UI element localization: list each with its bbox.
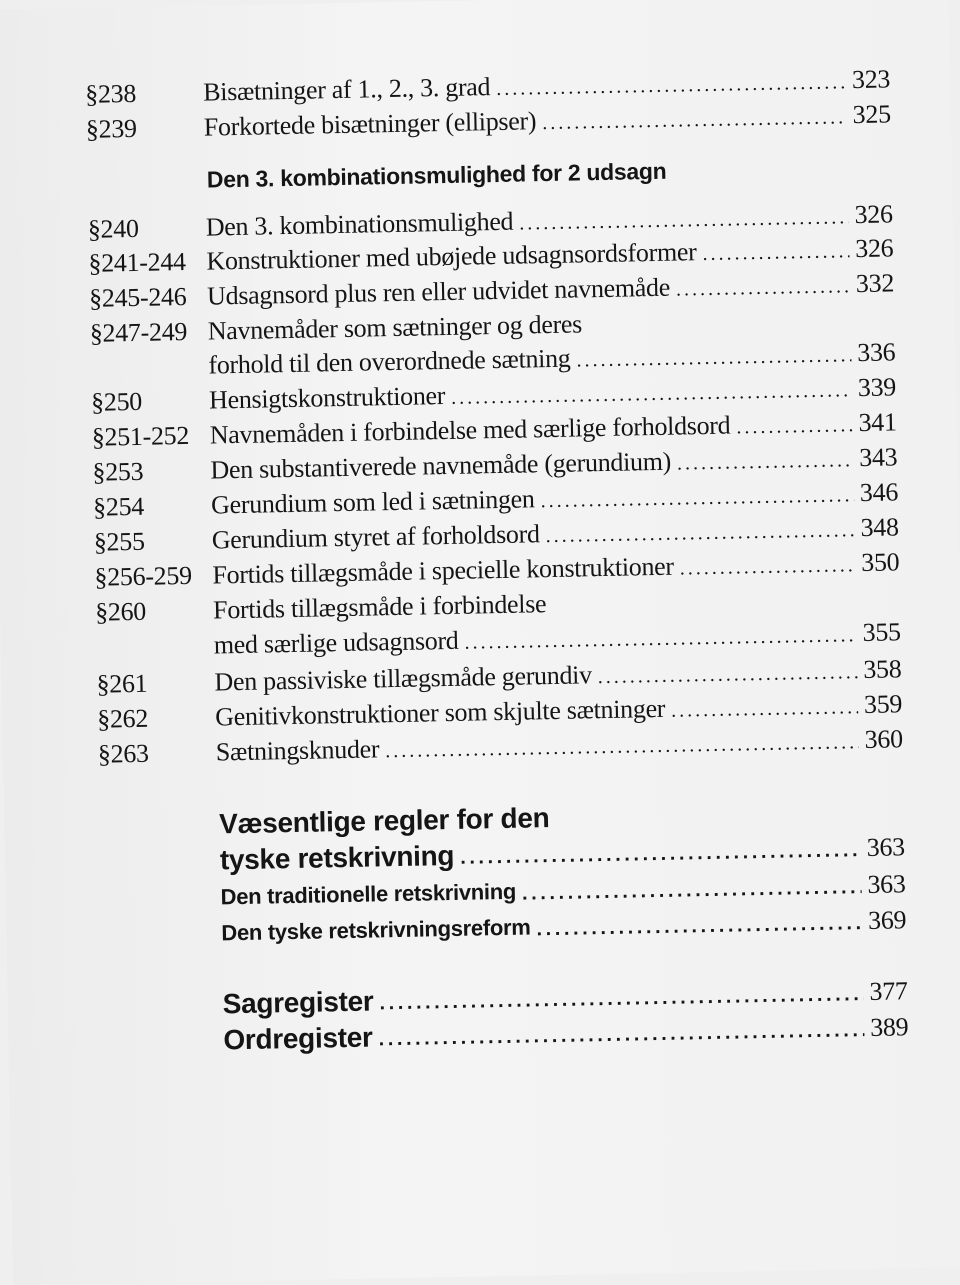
- entry-title: Den traditionelle retskrivning: [220, 878, 517, 910]
- entry-title: Konstruktioner med ubøjede udsagnsordsformer: [206, 237, 697, 276]
- dot-leader: [378, 1017, 864, 1052]
- entry-title: Navnemåden i forbindelse med særlige forholdsord: [209, 410, 731, 450]
- dot-leader: [576, 342, 851, 373]
- section-number: §241-244: [88, 246, 186, 278]
- entry-title: Den substantiverede navnemåde (gerundium): [210, 446, 672, 485]
- page-number: 363: [867, 869, 906, 899]
- section-number: §263: [97, 738, 149, 769]
- dot-leader: [598, 659, 858, 690]
- section-number: [100, 875, 220, 877]
- entry-title: Fortids tillægsmåde i forbindelse: [212, 589, 547, 625]
- entry-title: Fortids tillægsmåde i specielle konstruktioner: [212, 551, 675, 590]
- entry-title: Gerundium som led i sætningen: [210, 484, 535, 520]
- page-number: 346: [859, 477, 899, 508]
- section-number: [102, 948, 222, 950]
- dot-leader: [702, 238, 849, 267]
- page-number: 350: [860, 547, 900, 578]
- section-number: §256-259: [94, 560, 193, 592]
- dot-leader: [671, 694, 858, 724]
- page-number: 358: [863, 654, 902, 685]
- dot-leader: [542, 104, 847, 136]
- page-number: 323: [851, 64, 891, 95]
- heading-text: Den 3. kombinationsmulighed for 2 udsagn: [206, 157, 667, 193]
- entry-title: Sætningsknuder: [215, 734, 380, 767]
- section-number: §245-246: [88, 281, 187, 313]
- entry-title: med særlige udsagnsord: [213, 625, 459, 660]
- section-number: §239: [85, 113, 137, 144]
- page-number: 363: [866, 832, 906, 863]
- page-number: 325: [852, 99, 892, 130]
- entry-title: tyske retskrivning: [219, 839, 455, 876]
- page-number: 326: [854, 233, 894, 264]
- dot-leader: [460, 837, 861, 871]
- section-heading: [87, 147, 893, 196]
- section-number: §251-252: [91, 420, 190, 452]
- page-number: 377: [869, 976, 908, 1006]
- page-number: 359: [863, 689, 903, 720]
- dot-leader: [464, 622, 857, 656]
- section-number: §255: [93, 526, 145, 557]
- entry-title: Bisætninger af 1., 2., 3. grad: [202, 72, 491, 107]
- dot-leader: [680, 552, 856, 581]
- page-number: 369: [867, 905, 907, 935]
- section-number: §261: [96, 668, 148, 699]
- section-number: §250: [90, 386, 143, 417]
- page-number: 389: [869, 1012, 909, 1042]
- entry-title: forhold til den overordnede sætning: [208, 343, 571, 380]
- page-number: 336: [856, 337, 896, 368]
- dot-leader: [677, 447, 854, 476]
- entry-title: Gerundium styret af forholdsord: [211, 519, 540, 555]
- dot-leader: [385, 729, 859, 764]
- dot-leader: [536, 910, 862, 942]
- section-number: §260: [94, 596, 147, 627]
- section-number: §262: [96, 703, 149, 734]
- section-number: §238: [84, 78, 137, 109]
- section-number: §240: [87, 213, 139, 244]
- page-number: 343: [858, 442, 898, 473]
- entry-title: Navnemåder som sætninger og deres: [207, 309, 583, 346]
- page-number: 341: [858, 407, 897, 438]
- section-number: [104, 1055, 224, 1057]
- section-number: §247-249: [89, 316, 188, 348]
- entry-title: Den 3. kombinationsmulighed: [205, 206, 514, 242]
- section-number: [96, 660, 214, 662]
- dot-leader: [522, 874, 862, 907]
- entry-title: Udsagnsord plus ren eller udvidet navnemåde: [206, 272, 671, 311]
- entry-title: Den tyske retskrivningsreform: [221, 914, 531, 946]
- entry-title: Forkortede bisætninger (ellipser): [203, 106, 537, 142]
- entry-title: Sagregister: [222, 985, 374, 1020]
- page-number: 348: [860, 512, 899, 543]
- dot-leader: [736, 412, 853, 440]
- spacer: [87, 195, 207, 197]
- section-number: §253: [92, 456, 144, 487]
- section-number: §254: [92, 491, 145, 522]
- page-number: 332: [855, 268, 895, 299]
- entry-title: Hensigtskonstruktioner: [208, 381, 446, 415]
- entry-title: Genitivkonstruktioner som skjulte sætninger: [214, 693, 666, 732]
- dot-leader: [676, 273, 850, 302]
- page-number: 360: [864, 724, 904, 755]
- entry-title: Væsentlige regler for den: [218, 802, 550, 840]
- page-number: 326: [854, 199, 893, 230]
- entry-title: Ordregister: [223, 1021, 373, 1056]
- entry-title: Den passiviske tillægsmåde gerundiv: [214, 660, 593, 697]
- page-number: 339: [857, 372, 897, 403]
- page-number: 355: [862, 617, 901, 648]
